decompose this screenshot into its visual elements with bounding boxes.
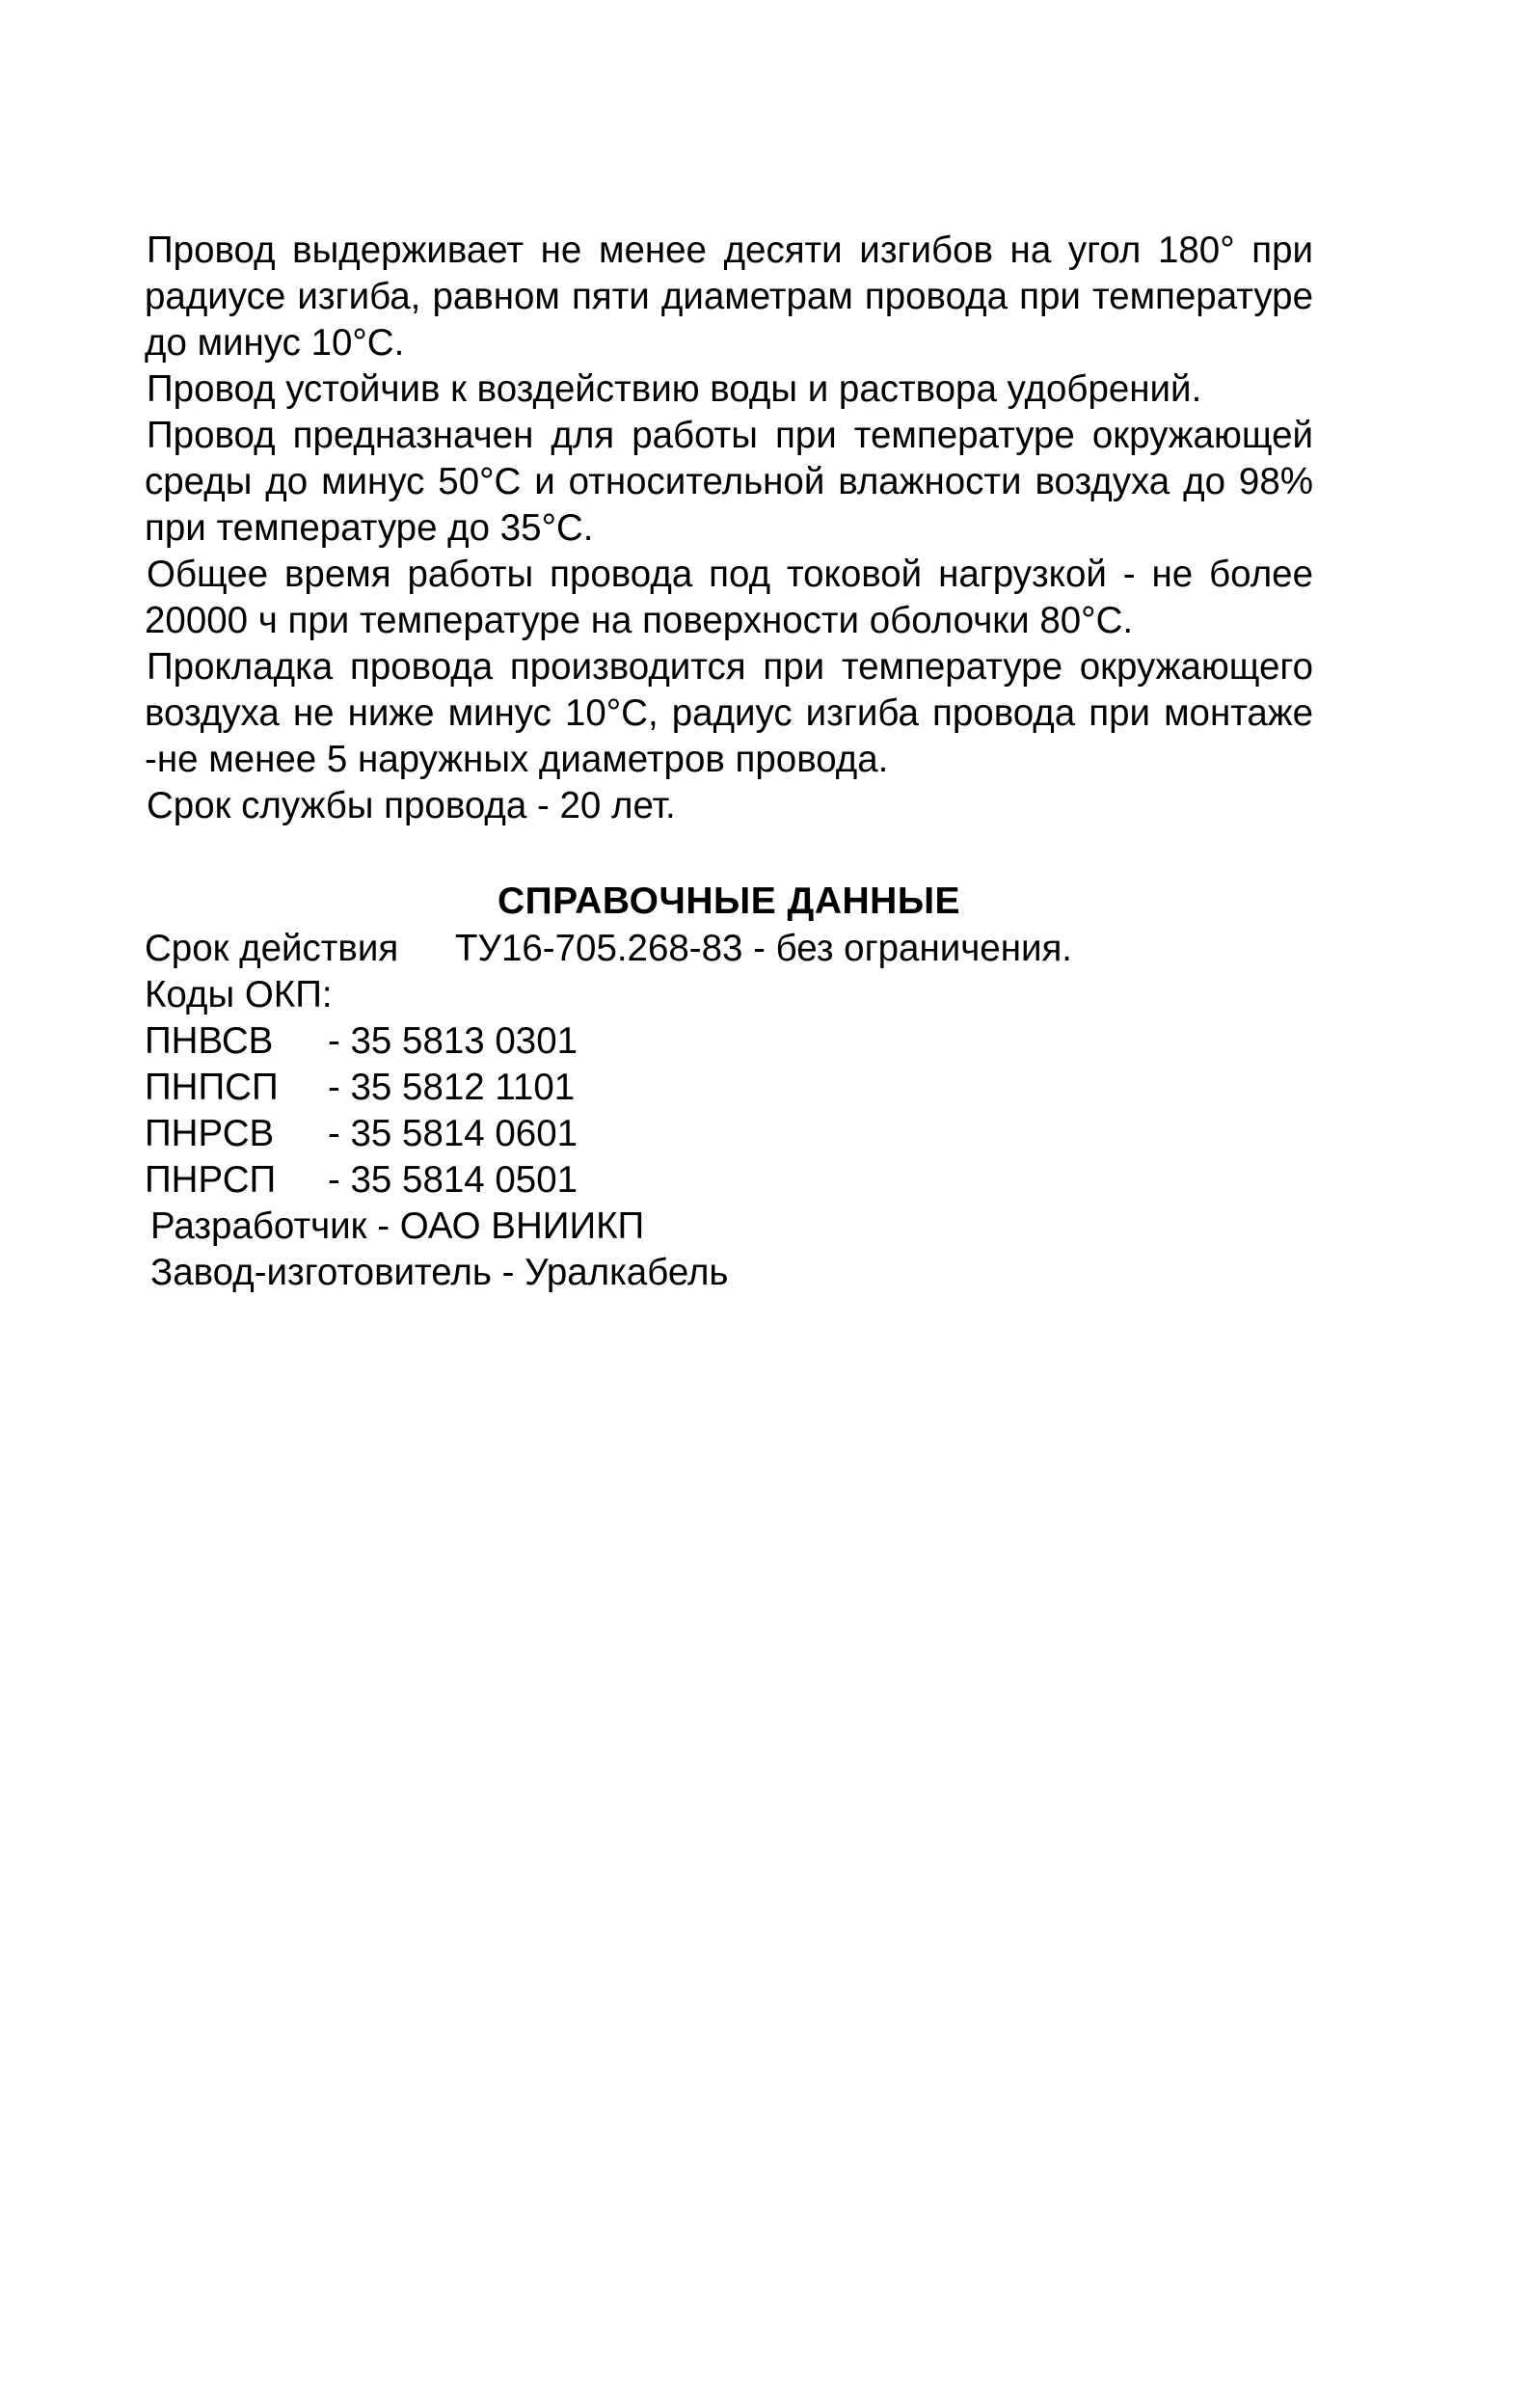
validity-label: Срок действия	[145, 928, 399, 969]
paragraph-operating-time: Общее время работы провода под токовой нагрузкой - не более 20000 ч при температуре на поверхности оболочки 80°С.	[145, 554, 1313, 641]
okp-code: - 35 5812 1101	[328, 1067, 576, 1108]
okp-wire-name: ПНПСП	[145, 1067, 279, 1108]
paragraph-operating-conditions: Провод предназначен для работы при температуре окружающей среды до минус 50°С и относительной влажности воздуха до 98% при температуре до 35°С.	[145, 415, 1313, 549]
okp-code-row	[145, 1157, 1313, 1204]
paragraph-service-life: Срок службы провода - 20 лет.	[147, 785, 676, 826]
reference-heading: СПРАВОЧНЫЕ ДАННЫЕ	[497, 880, 961, 922]
paragraph-bending: Провод выдерживает не менее десяти изгибов на угол 180° при радиусе изгиба, равном пяти диаметрам провода при температуре до минус 10°С.	[145, 230, 1313, 364]
developer-line: Разработчик - ОАО ВНИИКП	[150, 1205, 645, 1247]
okp-code-row	[145, 1065, 1313, 1111]
okp-wire-name: ПНРСВ	[145, 1113, 275, 1154]
okp-code-row	[145, 1111, 1313, 1157]
okp-code-row	[145, 1018, 1313, 1065]
validity-line	[145, 926, 1313, 972]
okp-title: Коды ОКП:	[145, 974, 333, 1015]
okp-wire-name: ПНРСП	[145, 1159, 277, 1201]
validity-value: ТУ16-705.268-83 - без ограничения.	[455, 928, 1073, 969]
okp-code: - 35 5814 0501	[328, 1159, 578, 1201]
okp-code: - 35 5814 0601	[328, 1113, 578, 1154]
manufacturer-line: Завод-изготовитель - Уралкабель	[150, 1252, 729, 1293]
reference-data	[145, 926, 1313, 1296]
main-text	[145, 228, 1313, 829]
paragraph-installation: Прокладка провода производится при температуре окружающего воздуха не ниже минус 10°С, радиус изгиба провода при монтаже -не менее 5 наружных диаметров провода.	[145, 646, 1313, 780]
okp-code: - 35 5813 0301	[328, 1020, 578, 1062]
okp-wire-name: ПНВСВ	[145, 1020, 274, 1062]
paragraph-water-resistance: Провод устойчив к воздействию воды и раствора удобрений.	[147, 368, 1202, 410]
